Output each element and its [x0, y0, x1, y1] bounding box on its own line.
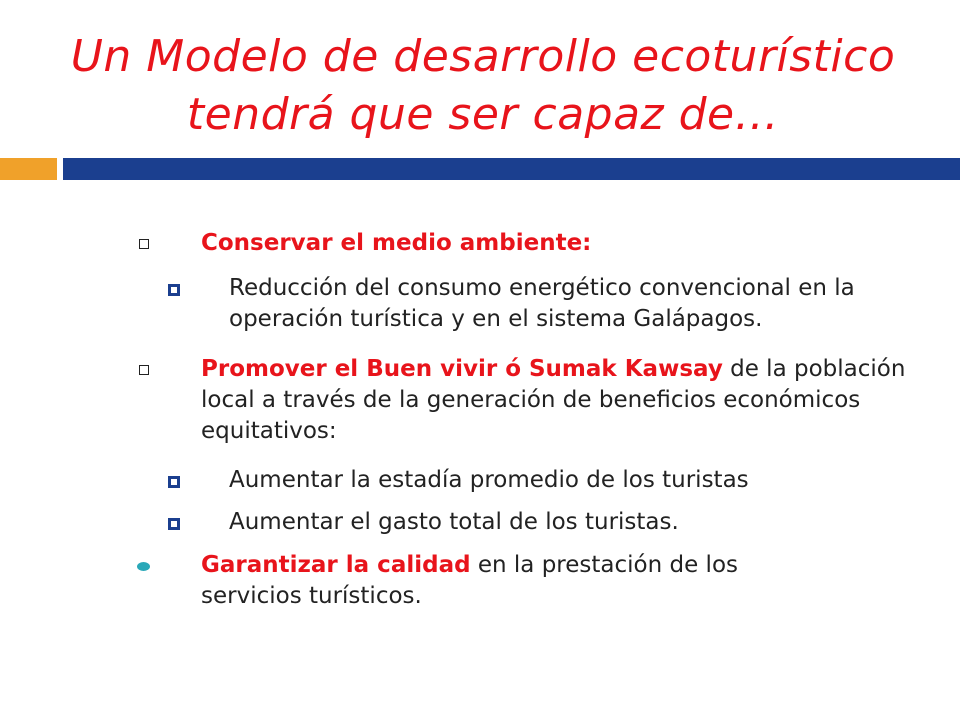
- item-3-rest: en la prestación de los servicios turísticos.: [201, 552, 739, 609]
- list-subitem: [229, 465, 919, 496]
- item-2-rest: de la población local a través de la generación de beneficios económicos equitativos:: [201, 356, 906, 444]
- subitem-2-text: Aumentar la estadía promedio de los turistas: [229, 467, 749, 493]
- list-item: [201, 354, 921, 447]
- subitem-3-text: Aumentar el gasto total de los turistas.: [229, 509, 679, 535]
- title-line-2: tendrá que ser capaz de…: [186, 89, 780, 140]
- item-3-bold: Garantizar la calidad: [201, 552, 471, 578]
- square-bullet-icon: [168, 518, 180, 530]
- round-bullet-icon: [137, 562, 150, 571]
- list-item: [201, 228, 901, 259]
- subitem-1-text: Reducción del consumo energético convencional en la operación turística y en el sistema Galápagos.: [229, 275, 855, 332]
- hollow-square-bullet-icon: [139, 239, 149, 249]
- accent-bar-orange: [0, 158, 57, 180]
- square-bullet-icon: [168, 284, 180, 296]
- slide-title: [28, 28, 938, 144]
- hollow-square-bullet-icon: [139, 365, 149, 375]
- item-1-bold: Conservar el medio ambiente:: [201, 230, 592, 256]
- list-subitem: [229, 273, 919, 335]
- accent-bar-blue: [63, 158, 960, 180]
- square-bullet-icon: [168, 476, 180, 488]
- list-item: [201, 550, 841, 612]
- list-subitem: [229, 507, 919, 538]
- item-2-bold: Promover el Buen vivir ó Sumak Kawsay: [201, 356, 723, 382]
- title-line-1: Un Modelo de desarrollo ecoturístico: [70, 31, 896, 82]
